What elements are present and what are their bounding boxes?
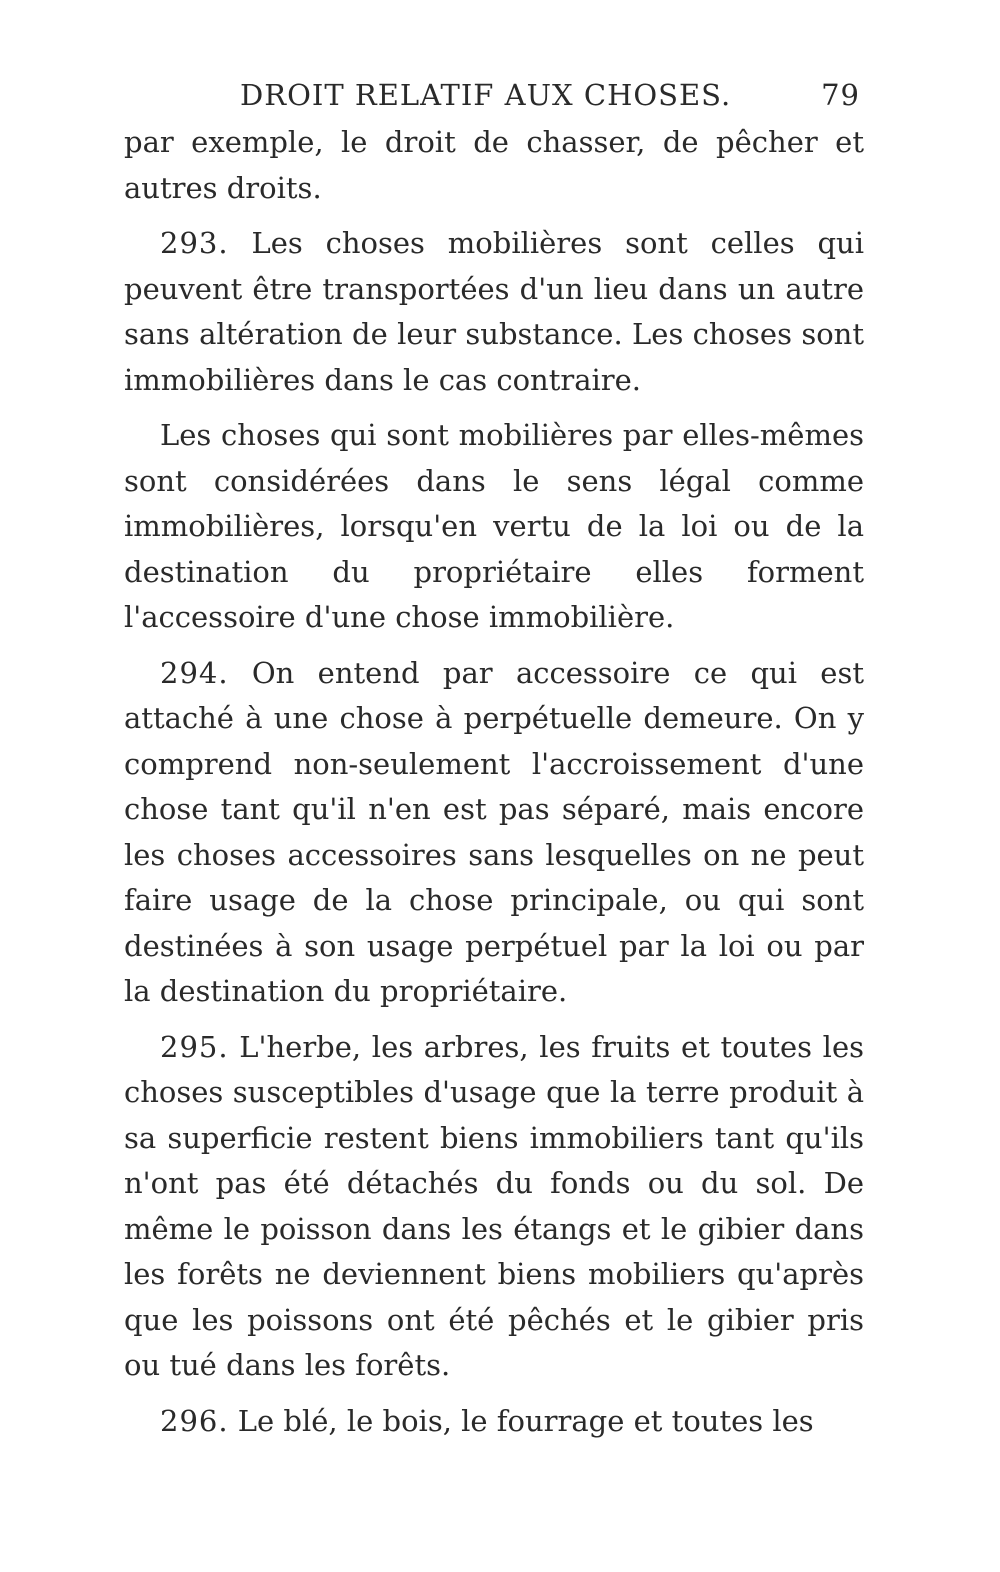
- paragraph-text: par exemple, le droit de chasser, de pêcher et autres droits.: [124, 125, 864, 205]
- paragraph-text: On entend par accessoire ce qui est attaché à une chose à perpétuelle demeure. On y comprend non-seulement l'accroissement d'une chose tant qu'il n'en est pas séparé, mais encore les choses accessoires sans lesquelles on ne peut faire usage de la chose principale, ou qui sont destinées à son usage perpétuel par la loi ou par la destination du propriétaire.: [124, 655, 865, 1008]
- paragraph-number: 295.: [160, 1029, 229, 1064]
- running-title: DROIT RELATIF AUX CHOSES.: [240, 78, 732, 112]
- page-number: 79: [821, 78, 860, 112]
- paragraph-295: [124, 1025, 864, 1389]
- body-text: [124, 120, 864, 1444]
- paragraph-text: Le blé, le bois, le fourrage et toutes les: [237, 1403, 814, 1438]
- paragraph-296: [124, 1399, 864, 1445]
- paragraph-text: L'herbe, les arbres, les fruits et toutes les choses susceptibles d'usage que la terre produit à sa superficie restent biens immobiliers tant qu'ils n'ont pas été détachés du fonds ou du sol. De même le poisson dans les étangs et le gibier dans les forêts ne deviennent biens mobiliers qu'après que les poissons ont été pêchés et le gibier pris ou tué dans les forêts.: [124, 1029, 865, 1382]
- paragraph-number: 293.: [160, 226, 229, 260]
- paragraph-text: Les choses mobilières sont celles qui peuvent être transportées d'un lieu dans un autre sans altération de leur substance. Les choses sont immobilières dans le cas contraire.: [124, 226, 864, 397]
- paragraph-293-continued: [124, 413, 864, 641]
- running-head: [240, 72, 860, 120]
- paragraph-number: 294.: [160, 655, 229, 690]
- paragraph-text: Les choses qui sont mobilières par elles-mêmes sont considérées dans le sens légal comme immobilières, lorsqu'en vertu de la loi ou de la destination du propriétaire elles forment l'accessoire d'une chose immobilière.: [124, 418, 864, 634]
- paragraph-294: [124, 651, 864, 1015]
- paragraph-continuation: [124, 120, 864, 211]
- paragraph-number: 296.: [160, 1403, 229, 1438]
- paragraph-293: [124, 221, 864, 403]
